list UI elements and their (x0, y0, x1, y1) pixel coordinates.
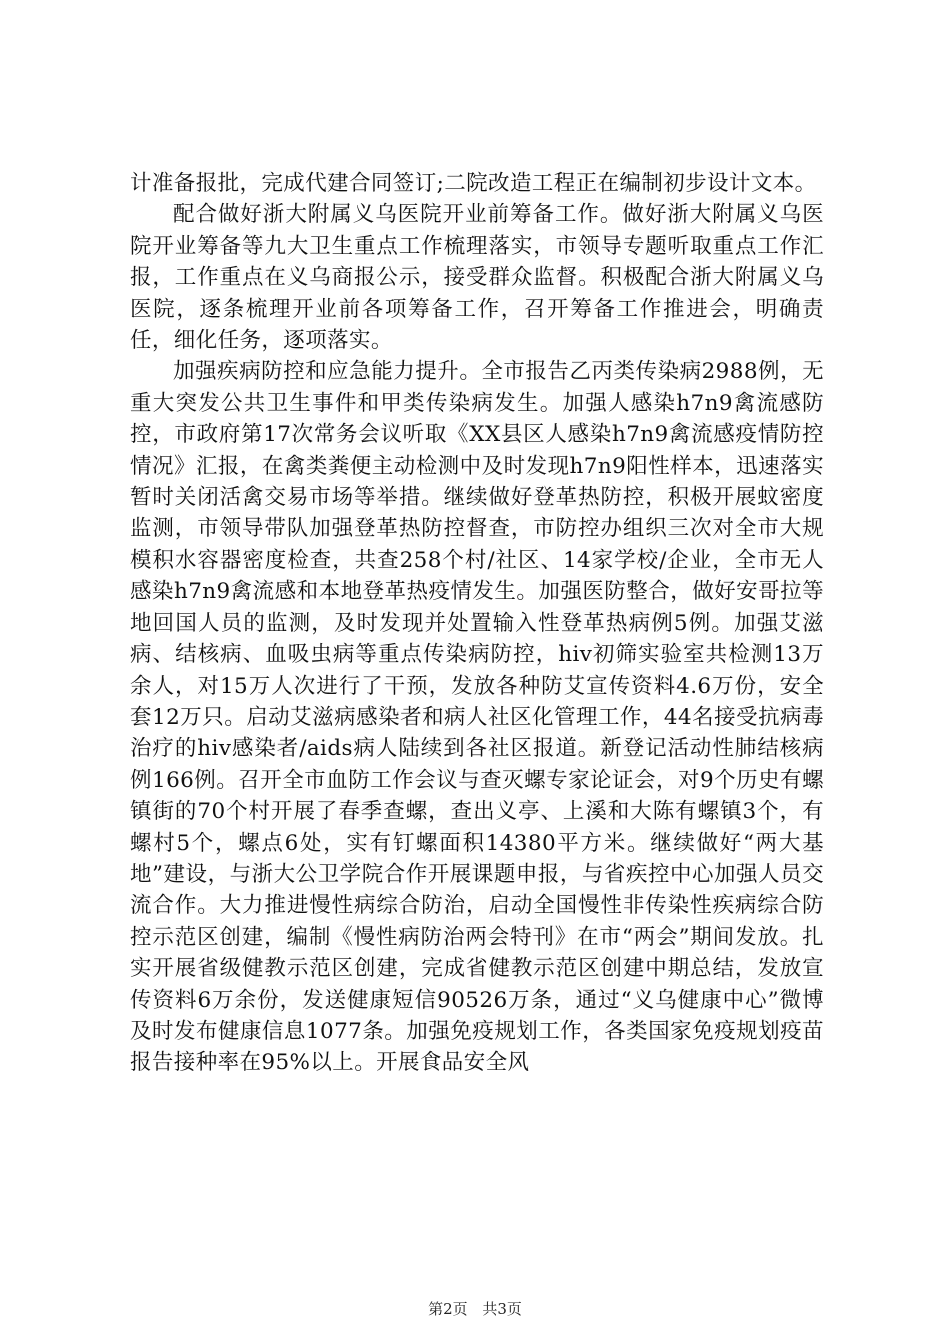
page-total: 共3页 (482, 1300, 522, 1318)
page-footer (0, 1299, 950, 1319)
paragraph-continuation: 计准备报批，完成代建合同签订;二院改造工程正在编制初步设计文本。 (130, 171, 817, 196)
paragraph-disease-control: 加强疾病防控和应急能力提升。全市报告乙丙类传染病2988例，无重大突发公共卫生事件和甲类传染病发生。加强人感染h7n9禽流感防控，市政府第17次常务会议听取《XX县区人感染h7n9禽流感疫情防控情况》汇报，在禽类粪便主动检测中及时发现h7n9阳性样本，迅速落实暂时关闭活禽交易市场等举措。继续做好登革热防控，积极开展蚊密度监测，市领导带队加强登革热防控督查，市防控办组织三次对全市大规模积水容器密度检查，共查258个村/社区、14家学校/企业，全市无人感染h7n9禽流感和本地登革热疫情发生。加强医防整合，做好安哥拉等地回国人员的监测，及时发现并处置输入性登革热病例5例。加强艾滋病、结核病、血吸虫病等重点传染病防控，hiv初筛实验室共检测13万余人，对15万人次进行了干预，发放各种防艾宣传资料4.6万份，安全套12万只。启动艾滋病感染者和病人社区化管理工作，44名接受抗病毒治疗的hiv感染者/aids病人陆续到各社区报道。新登记活动性肺结核病例166例。召开全市血防工作会议与查灭螺专家论证会，对9个历史有螺镇街的70个村开展了春季查螺，查出义亭、上溪和大陈有螺镇3个，有螺村5个，螺点6处，实有钉螺面积14380平方米。继续做好“两大基地”建设，与浙大公卫学院合作开展课题申报，与省疾控中心加强人员交流合作。大力推进慢性病综合防治，启动全国慢性非传染性疾病综合防控示范区创建，编制《慢性病防治两会特刊》在市“两会”期间发放。扎实开展省级健教示范区创建，完成省健教示范区创建中期总结，发放宣传资料6万余份，发送健康短信90526万条，通过“义乌健康中心”微博及时发布健康信息1077条。加强免疫规划工作，各类国家免疫规划疫苗报告接种率在95%以上。开展食品安全风 (130, 359, 824, 1076)
document-body (130, 168, 824, 1079)
paragraph-hospital-preparation: 配合做好浙大附属义乌医院开业前筹备工作。做好浙大附属义乌医院开业筹备等九大卫生重点工作梳理落实，市领导专题听取重点工作汇报，工作重点在义乌商报公示，接受群众监督。积极配合浙大附属义乌医院，逐条梳理开业前各项筹备工作，召开筹备工作推进会，明确责任，细化任务，逐项落实。 (130, 202, 824, 354)
page-number: 第2页 (428, 1300, 468, 1318)
